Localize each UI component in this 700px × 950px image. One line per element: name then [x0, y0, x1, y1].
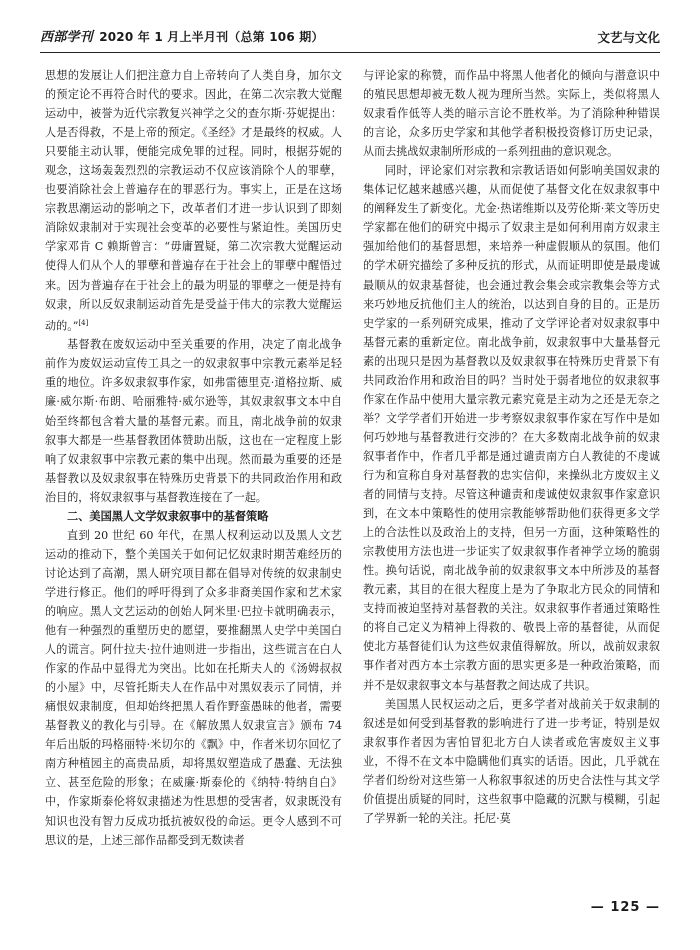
left-column: [45, 66, 342, 901]
section-heading: 二、美国黑人文学奴隶叙事中的基督策略: [67, 509, 269, 523]
paragraph: 美国黑人民权运动之后，更多学者对战前关于奴隶制的叙述是如何受到基督教的影响进行了进一步考证，特别是奴隶叙事作者因为害怕冒犯北方白人读者或危害废奴主义事业，不得不在文本中隐瞒他们真实的话语。因此，几乎就在学者们纷纷对这些第一人称叙事叙述的历史合法性与其文学价值提出质疑的同时，这些叙事中隐藏的沉默与模糊，引起了学界新一轮的关注。托尼·莫: [363, 697, 660, 825]
paragraph: 基督教在废奴运动中至关重要的作用，决定了南北战争前作为废奴运动宣传工具之一的奴隶叙事中宗教元素举足轻重的地位。许多奴隶叙事作家，如弗雷德里克·道格拉斯、威廉·威尔斯·布朗、哈丽雅特·威尔逊等，其奴隶叙事文本中自始至终都包含着大量的基督元素。而且，南北战争前的奴隶叙事大都是一些基督教团体赞助出版，这也在一定程度上影响了奴隶叙事中宗教元素的集中出现。然而最为重要的还是基督教以及奴隶叙事在特殊历史背景下的共同政治作用和政治目的，将奴隶叙事与基督教连接在了一起。: [45, 338, 342, 504]
paragraph: 同时，评论家们对宗教和宗教话语如何影响美国奴隶的集体记忆越来越感兴趣，从而促使了基督文化在奴隶叙事中的阐释发生了新变化。尤金·热诺维斯以及劳伦斯·莱文等历史学家都在他们的研究中揭示了奴隶主是如何利用南方奴隶主强加给他们的基督思想，来培养一种虚假顺从的氛围。他们的学术研究描绘了多种反抗的形式，从而证明即使是最虔诚最顺从的奴隶基督徒，也会通过教会集会或宗教集会等方式来巧妙地反抗他们主人的统治，以达到自身的目的。正是历史学家的一系列研究成果，推动了文学评论者对奴隶叙事中基督元素的重新定位。南北战争前，奴隶叙事中大量基督元素的出现只是因为基督教以及奴隶叙事在特殊历史背景下有共同政治作用和政治目的吗？当时处于弱者地位的奴隶叙事作家在作品中使用大量宗教元素究竟是主动为之还是无奈之举？文学学者们开始进一步考察奴隶叙事作家在写作中是如何巧妙地与基督教进行交涉的？在大多数南北战争前的奴隶叙事者作中，作者几乎都是通过谴责南方白人教徒的不虔诚行为和宣称自身对基督教的忠实信仰，来操纵北方废奴主义者的同情与支持。尽管这种谴责和虔诚使奴隶叙事作家意识到，在文本中策略性的使用宗教能够帮助他们获得更多文学上的合法性以及政治上的支持，但另一方面，这种策略性的宗教使用方法也进一步证实了奴隶叙事作者神学立场的脆弱性。换句话说，南北战争前的奴隶叙事文本中所涉及的基督教元素，其目的在很大程度上是为了争取北方民众的同情和支持而被迫坚持对基督教的关注。奴隶叙事作者通过策略性的将自己定义为精神上得救的、敬畏上帝的基督徒，从而促使北方基督徒们认为这些奴隶值得解放。所以，战前奴隶叙事作者对西方本土宗教方面的思实更多是一种政治策略，而并不是奴隶叙事文本与基督教之间达成了共识。: [363, 164, 660, 692]
paragraph: [45, 66, 342, 335]
issue-info: 2020 年 1 月上半月刊（总第 106 期）: [99, 30, 324, 44]
page-header: [40, 22, 660, 53]
journal-logo: 西部学刊: [40, 30, 93, 45]
paragraph-text: 思想的发展让人们把注意力自上帝转向了人类自身，加尔文的预定论不再符合时代的要求。因此，在第二次宗教大觉醒运动中，被誉为近代宗教复兴神学之父的查尔斯·芬妮提出：人是否得救，不是上帝的预定。《圣经》才是最终的权威。人只要能主动认罪，便能完成免罪的过程。同时，根据芬妮的观念，这场轰轰烈烈的宗教运动不仅应该消除个人的罪孽，也要消除社会上普遍存在的罪恶行为。事实上，正是在这场宗教思潮运动的影响之下，改革者们才进一步认识到了即刻消除奴隶制对于实现社会变革的必要性与紧迫性。美国历史学家邓肯 C 赖斯曾言：“毋庸置疑，第二次宗教大觉醒运动使得人们从个人的罪孽和普遍存在于社会上的罪孽中醒悟过来。因为普遍存在于社会上的最为明显的罪孽之一便是持有奴隶，所以反奴隶制运动首先是受益于伟大的宗教大觉醒运动的。”: [45, 69, 342, 333]
header-journal-info: [40, 26, 324, 45]
right-column: [363, 66, 660, 901]
section-title: 文艺与文化: [597, 30, 660, 45]
paragraph: 直到 20 世纪 60 年代，在黑人权利运动以及黑人文艺运动的推动下，整个美国关于如何记忆奴隶时期苦难经历的讨论达到了高潮，黑人研究项目都在倡导对传统的奴隶制史学进行修正。他们的呼吁得到了众多非裔美国作家和艺术家的响应。黑人文艺运动的创始人阿米里·巴拉卡就明确表示，他有一种强烈的重塑历史的愿望，要推翻黑人史学中美国白人的谎言。阿什拉夫·拉什迪则进一步指出，这些谎言在白人作家的作品中显得尤为突出。比如在托斯夫人的《汤姆叔叔的小屋》中，尽管托斯夫人在作品中对黑奴表示了同情，并痛恨奴隶制度，但却始终把黑人看作野蛮愚昧的他者，需要基督教义的教化与引导。在《解放黑人奴隶宣言》颁布 74 年后出版的玛格丽特·米切尔的《飘》中，作者米切尔回忆了南方种植园主的高贵品质，却将黑奴塑造成了愚蠢、无法独立、甚至危险的形象；在威廉·斯泰伦的《纳特·特纳自白》中，作家斯泰伦将奴隶描述为性思想的受害者，奴隶既没有知识也没有智力反成功抵抗被奴役的命运。更令人感到不可思议的是，上述三部作品都受到无数读者: [45, 528, 342, 847]
citation-ref: [4]: [78, 318, 89, 327]
paragraph: 与评论家的称赞，而作品中将黑人他者化的倾向与潜意识中的殖民思想却被无数人视为理所当然。实际上，类似将黑人奴隶看作低等人类的暗示言论不胜枚举。为了消除种种错误的言论，众多历史学家和其他学者积极投资修订历史记录，从而去挑战奴隶制所形成的一系列扭曲的意识观念。: [363, 69, 660, 159]
page-number: — 125 —: [590, 900, 660, 915]
